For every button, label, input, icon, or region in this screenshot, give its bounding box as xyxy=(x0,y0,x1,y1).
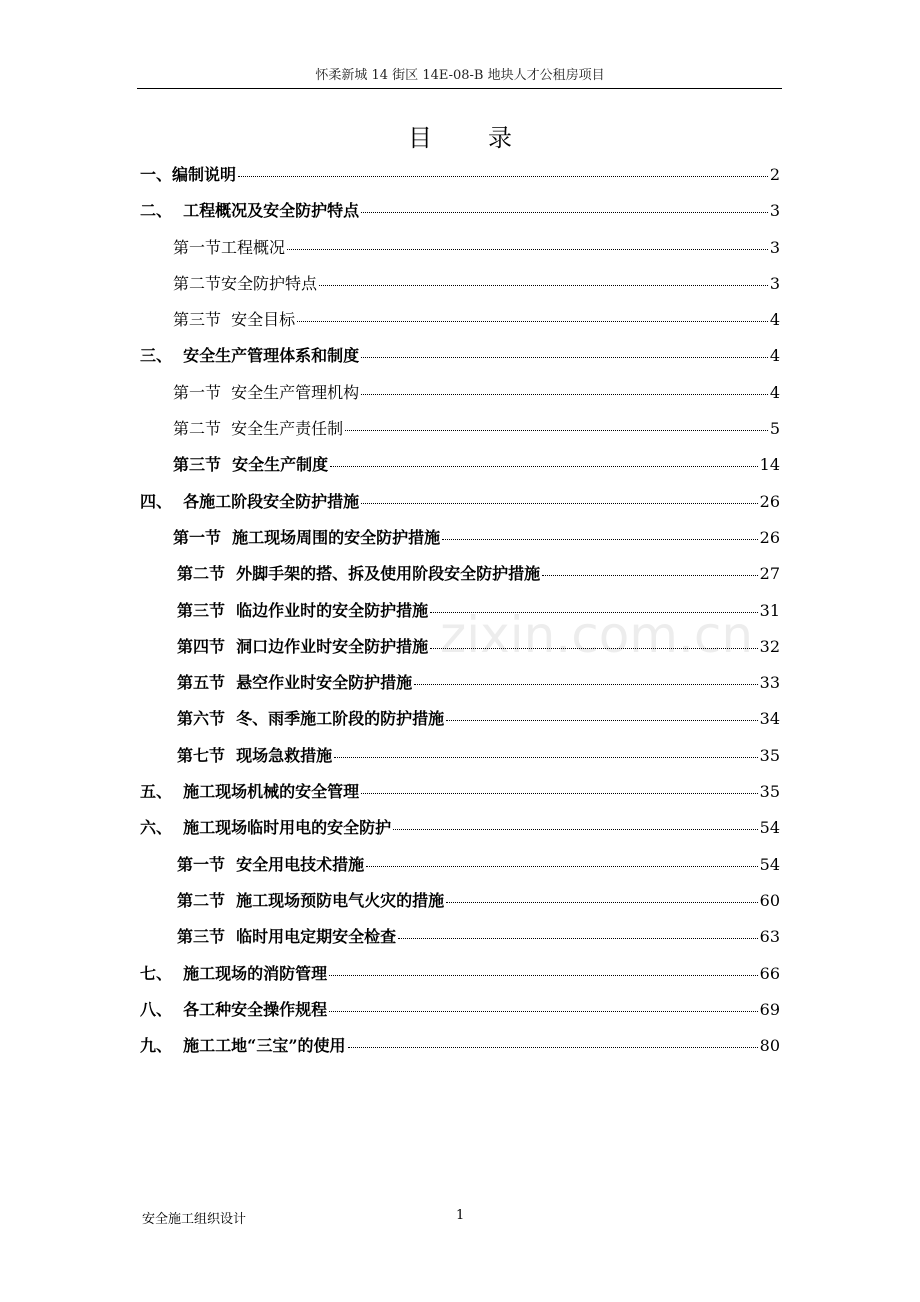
toc-entry-2-3[interactable] xyxy=(140,307,780,343)
toc-entry-label: 第七节 现场急救措施 xyxy=(177,745,333,765)
toc-entry-label: 第六节 冬、雨季施工阶段的防护措施 xyxy=(177,709,445,729)
toc-entry-7[interactable] xyxy=(140,961,780,997)
dot-leader xyxy=(329,1011,757,1012)
toc-entry-label: 第一节 施工现场周围的安全防护措施 xyxy=(173,527,441,547)
footer-page-number: 1 xyxy=(456,1208,465,1223)
toc-entry-4-5[interactable] xyxy=(140,670,780,706)
dot-leader xyxy=(238,176,768,177)
toc-entry-label: 三、 安全生产管理体系和制度 xyxy=(140,346,360,366)
dot-leader xyxy=(361,394,768,395)
header-rule xyxy=(137,88,782,89)
toc-entry-page: 35 xyxy=(759,782,780,802)
toc-entry-page: 80 xyxy=(759,1036,780,1056)
toc-entry-label: 第三节 临边作业时的安全防护措施 xyxy=(177,600,429,620)
dot-leader xyxy=(366,866,757,867)
dot-leader xyxy=(319,285,768,286)
toc-entry-4-1[interactable] xyxy=(140,525,780,561)
toc-entry-8[interactable] xyxy=(140,997,780,1033)
dot-leader xyxy=(348,1047,758,1048)
dot-leader xyxy=(329,975,757,976)
toc-entry-page: 3 xyxy=(769,201,780,221)
toc-entry-label: 六、 施工现场临时用电的安全防护 xyxy=(140,818,392,838)
dot-leader xyxy=(361,212,768,213)
toc-entry-label: 四、 各施工阶段安全防护措施 xyxy=(140,491,360,511)
toc-entry-6-1[interactable] xyxy=(140,852,780,888)
toc-entry-page: 63 xyxy=(759,927,780,947)
toc-entry-4[interactable] xyxy=(140,489,780,525)
toc-entry-label: 第四节 洞口边作业时安全防护措施 xyxy=(177,636,429,656)
toc-entry-page: 4 xyxy=(769,382,780,402)
toc-entry-3-2[interactable] xyxy=(140,416,780,452)
dot-leader xyxy=(393,829,757,830)
toc-entry-page: 27 xyxy=(759,564,780,584)
page-header: 怀柔新城 14 街区 14E-08-B 地块人才公租房项目 xyxy=(315,68,605,83)
toc-entry-label: 七、 施工现场的消防管理 xyxy=(140,963,328,983)
toc-entry-page: 35 xyxy=(759,745,780,765)
toc-entry-label: 二、 工程概况及安全防护特点 xyxy=(140,201,360,221)
toc-entry-page: 32 xyxy=(759,636,780,656)
toc-entry-page: 14 xyxy=(759,455,780,475)
dot-leader xyxy=(446,902,757,903)
toc-entry-label: 第二节 安全生产责任制 xyxy=(173,419,344,439)
toc-entry-6[interactable] xyxy=(140,815,780,851)
toc-entry-page: 34 xyxy=(759,709,780,729)
toc-entry-label: 第二节 施工现场预防电气火灾的措施 xyxy=(177,890,445,910)
dot-leader xyxy=(542,575,757,576)
toc-entry-page: 2 xyxy=(769,165,780,184)
toc-entry-1[interactable] xyxy=(140,162,780,198)
toc-entry-label: 第二节安全防护特点 xyxy=(173,273,318,293)
toc-entry-page: 4 xyxy=(769,310,780,330)
toc-entry-page: 26 xyxy=(759,491,780,511)
toc-entry-4-6[interactable] xyxy=(140,706,780,742)
toc-entry-6-2[interactable] xyxy=(140,888,780,924)
toc-entry-page: 54 xyxy=(759,818,780,838)
toc-entry-3[interactable] xyxy=(140,343,780,379)
toc-entry-page: 3 xyxy=(769,273,780,293)
toc-entry-label: 一、编制说明 xyxy=(140,165,237,184)
toc-entry-4-2[interactable] xyxy=(140,561,780,597)
dot-leader xyxy=(334,757,757,758)
dot-leader xyxy=(345,430,768,431)
toc-entry-page: 3 xyxy=(769,237,780,257)
toc-entry-2-2[interactable] xyxy=(140,271,780,307)
toc-title: 目录 xyxy=(408,124,568,152)
toc-entry-label: 第三节 安全生产制度 xyxy=(173,455,329,475)
toc-entry-label: 第二节 外脚手架的搭、拆及使用阶段安全防护措施 xyxy=(177,564,541,584)
toc-entry-4-7[interactable] xyxy=(140,743,780,779)
toc-entry-label: 第一节工程概况 xyxy=(173,237,286,257)
toc-entry-9[interactable] xyxy=(140,1033,780,1069)
toc-entry-2[interactable] xyxy=(140,198,780,234)
toc-entry-page: 5 xyxy=(769,419,780,439)
toc-entry-5[interactable] xyxy=(140,779,780,815)
toc-entry-label: 第三节 安全目标 xyxy=(173,310,296,330)
toc-entry-page: 69 xyxy=(759,999,780,1019)
dot-leader xyxy=(361,503,757,504)
dot-leader xyxy=(446,720,757,721)
dot-leader xyxy=(297,321,768,322)
toc-entry-label: 第一节 安全用电技术措施 xyxy=(177,854,365,874)
dot-leader xyxy=(398,938,757,939)
toc-entry-label: 八、 各工种安全操作规程 xyxy=(140,999,328,1019)
toc-entry-page: 4 xyxy=(769,346,780,366)
toc-entry-label: 九、 施工工地“三宝”的使用 xyxy=(140,1036,346,1056)
toc-entry-page: 60 xyxy=(759,890,780,910)
dot-leader xyxy=(330,466,757,467)
toc-entry-2-1[interactable] xyxy=(140,235,780,271)
dot-leader xyxy=(287,249,768,250)
toc-entry-page: 66 xyxy=(759,963,780,983)
toc-entry-page: 33 xyxy=(759,673,780,693)
dot-leader xyxy=(414,684,757,685)
dot-leader xyxy=(361,793,757,794)
toc-entry-page: 26 xyxy=(759,527,780,547)
toc-entry-label: 第五节 悬空作业时安全防护措施 xyxy=(177,673,413,693)
watermark: zixin.com.cn xyxy=(440,606,754,664)
toc-entry-page: 31 xyxy=(759,600,780,620)
toc-entry-6-3[interactable] xyxy=(140,924,780,960)
toc-entry-3-1[interactable] xyxy=(140,380,780,416)
toc-entry-label: 第一节 安全生产管理机构 xyxy=(173,382,360,402)
dot-leader xyxy=(361,357,768,358)
footer-document-name: 安全施工组织设计 xyxy=(142,1212,247,1227)
toc-entry-page: 54 xyxy=(759,854,780,874)
dot-leader xyxy=(442,539,757,540)
toc-entry-label: 第三节 临时用电定期安全检查 xyxy=(177,927,397,947)
toc-entry-3-3[interactable] xyxy=(140,452,780,488)
toc-entry-label: 五、 施工现场机械的安全管理 xyxy=(140,782,360,802)
